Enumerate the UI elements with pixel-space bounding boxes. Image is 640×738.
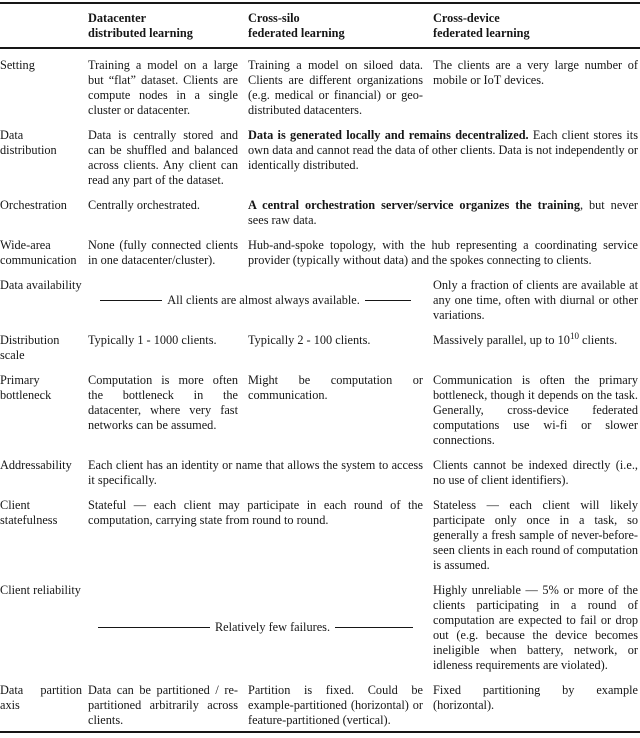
cell-client-reliability-text: Relatively few failures. <box>214 620 331 634</box>
header-datacenter-line1: Datacenter <box>88 11 147 25</box>
cell-data-distribution-federated-bold: Data is generated locally and remains decentralized. <box>248 127 529 142</box>
cell-data-partition-datacenter: Data can be partitioned / re-partitioned arbitrarily across clients. <box>88 682 238 727</box>
table-row-client-statefulness <box>0 498 640 573</box>
cell-data-partition-cross-silo: Partition is fixed. Could be example-partitioned (horizontal) or feature-partitioned (vertical). <box>248 682 423 727</box>
cell-primary-bottleneck-cross-device: Communication is often the primary bottleneck, though it depends on the task. Generally, cross-device federated computations use wi-fi or slower connections. <box>433 372 638 447</box>
cell-orchestration-federated-rest: , but never sees raw data. <box>248 197 638 227</box>
dash-rule-right <box>365 300 411 301</box>
cell-distribution-scale-datacenter: Typically 1 - 1000 clients. <box>88 332 217 347</box>
cell-setting-cross-silo: Training a model on siloed data. Clients are different organizations (e.g. medical or financial) or geo-distributed datacenters. <box>248 57 423 117</box>
cell-primary-bottleneck-datacenter: Computation is more often the bottleneck in the datacenter, where very fast networks can be assumed. <box>88 372 238 432</box>
cell-client-reliability-merged <box>88 583 433 673</box>
cell-wide-area-federated: Hub-and-spoke topology, with the hub representing a coordinating service provider (typically without data) and the spokes connecting to clients. <box>248 237 638 267</box>
cell-addressability-cross-device: Clients cannot be indexed directly (i.e., no use of client identifiers). <box>433 457 638 487</box>
cell-orchestration-datacenter: Centrally orchestrated. <box>88 197 200 212</box>
row-label-data-availability: Data availability <box>0 277 82 292</box>
exponent-superscript: 10 <box>569 331 579 342</box>
cell-client-reliability-cross-device: Highly unreliable — 5% or more of the clients participating in a round of computation are expected to fail or drop out (e.g. because the device becomes ineligible when battery, network, or idleness requirements are violated). <box>433 582 638 672</box>
header-datacenter-line2: distributed learning <box>88 26 193 40</box>
cell-setting-cross-device: The clients are a very large number of mobile or IoT devices. <box>433 57 638 87</box>
header-cross-device <box>433 11 640 41</box>
row-label-client-statefulness: Client statefulness <box>0 497 58 527</box>
dash-rule-right <box>335 627 413 628</box>
cell-wide-area-datacenter: None (fully connected clients in one datacenter/cluster). <box>88 237 238 267</box>
table-row-wide-area-communication <box>0 238 640 268</box>
cell-data-distribution-datacenter: Data is centrally stored and can be shuffled and balanced across clients. Any client can read any part of the dataset. <box>88 127 238 187</box>
row-label-data-partition-axis: Data partition axis <box>0 682 82 712</box>
cell-data-distribution-federated <box>248 128 640 188</box>
table-row-addressability <box>0 458 640 488</box>
table-row-orchestration <box>0 198 640 228</box>
header-cross-device-line1: Cross-device <box>433 11 500 25</box>
table-row-data-partition-axis <box>0 683 640 728</box>
table-row-data-availability <box>0 278 640 323</box>
header-empty-cell <box>0 11 88 41</box>
header-datacenter <box>88 11 248 41</box>
table-row-data-distribution <box>0 128 640 188</box>
cell-data-distribution-federated-rest: Each client stores its own data and cannot read the data of other clients. Data is not independently or identically distributed. <box>248 127 638 172</box>
row-label-client-reliability: Client reliability <box>0 582 81 597</box>
table-header-row <box>0 4 640 47</box>
cell-data-availability-text: All clients are almost always available. <box>167 292 360 307</box>
cell-data-availability-merged <box>88 278 433 323</box>
table-bottom-rule <box>0 731 640 733</box>
row-label-distribution-scale: Distribution scale <box>0 332 60 362</box>
row-label-primary-bottleneck: Primary bottleneck <box>0 372 52 402</box>
table-row-distribution-scale <box>0 333 640 363</box>
table-body <box>0 49 640 731</box>
table-row-primary-bottleneck <box>0 373 640 448</box>
cell-data-partition-cross-device: Fixed partitioning by example (horizontal). <box>433 682 638 712</box>
cell-distribution-scale-cross-silo: Typically 2 - 100 clients. <box>248 332 371 347</box>
table-row-setting <box>0 58 640 118</box>
cell-distribution-scale-suffix: clients. <box>578 332 618 347</box>
cell-client-statefulness-merged: Stateful — each client may participate in each round of the computation, carrying state from round to round. <box>88 497 423 527</box>
row-label-wide-area-communication: Wide-area communication <box>0 237 77 267</box>
dash-rule-left <box>100 300 162 301</box>
header-cross-device-line2: federated learning <box>433 26 530 40</box>
row-label-data-distribution: Data distribution <box>0 127 57 157</box>
cell-client-statefulness-cross-device: Stateless — each client will likely participate only once in a task, so generally a fresh sample of never-before-seen clients in each round of computation is assumed. <box>433 497 638 572</box>
dash-rule-left <box>98 627 210 628</box>
row-label-orchestration: Orchestration <box>0 197 67 212</box>
header-cross-silo-line2: federated learning <box>248 26 345 40</box>
row-label-setting: Setting <box>0 57 35 72</box>
cell-data-availability-cross-device: Only a fraction of clients are available at any one time, often with diurnal or other variations. <box>433 277 638 322</box>
cell-orchestration-federated <box>248 198 640 228</box>
header-cross-silo <box>248 11 433 41</box>
cell-distribution-scale-cross-device <box>433 333 640 363</box>
cell-addressability-merged: Each client has an identity or name that allows the system to access it specifically. <box>88 457 423 487</box>
table-row-client-reliability <box>0 583 640 673</box>
cell-setting-datacenter: Training a model on a large but “flat” dataset. Clients are compute nodes in a single cluster or datacenter. <box>88 57 238 117</box>
cell-distribution-scale-prefix: Massively parallel, up to 10 <box>433 332 570 347</box>
cell-orchestration-federated-bold: A central orchestration server/service organizes the training <box>248 197 580 212</box>
header-cross-silo-line1: Cross-silo <box>248 11 300 25</box>
row-label-addressability: Addressability <box>0 457 72 472</box>
cell-primary-bottleneck-cross-silo: Might be computation or communication. <box>248 372 423 402</box>
